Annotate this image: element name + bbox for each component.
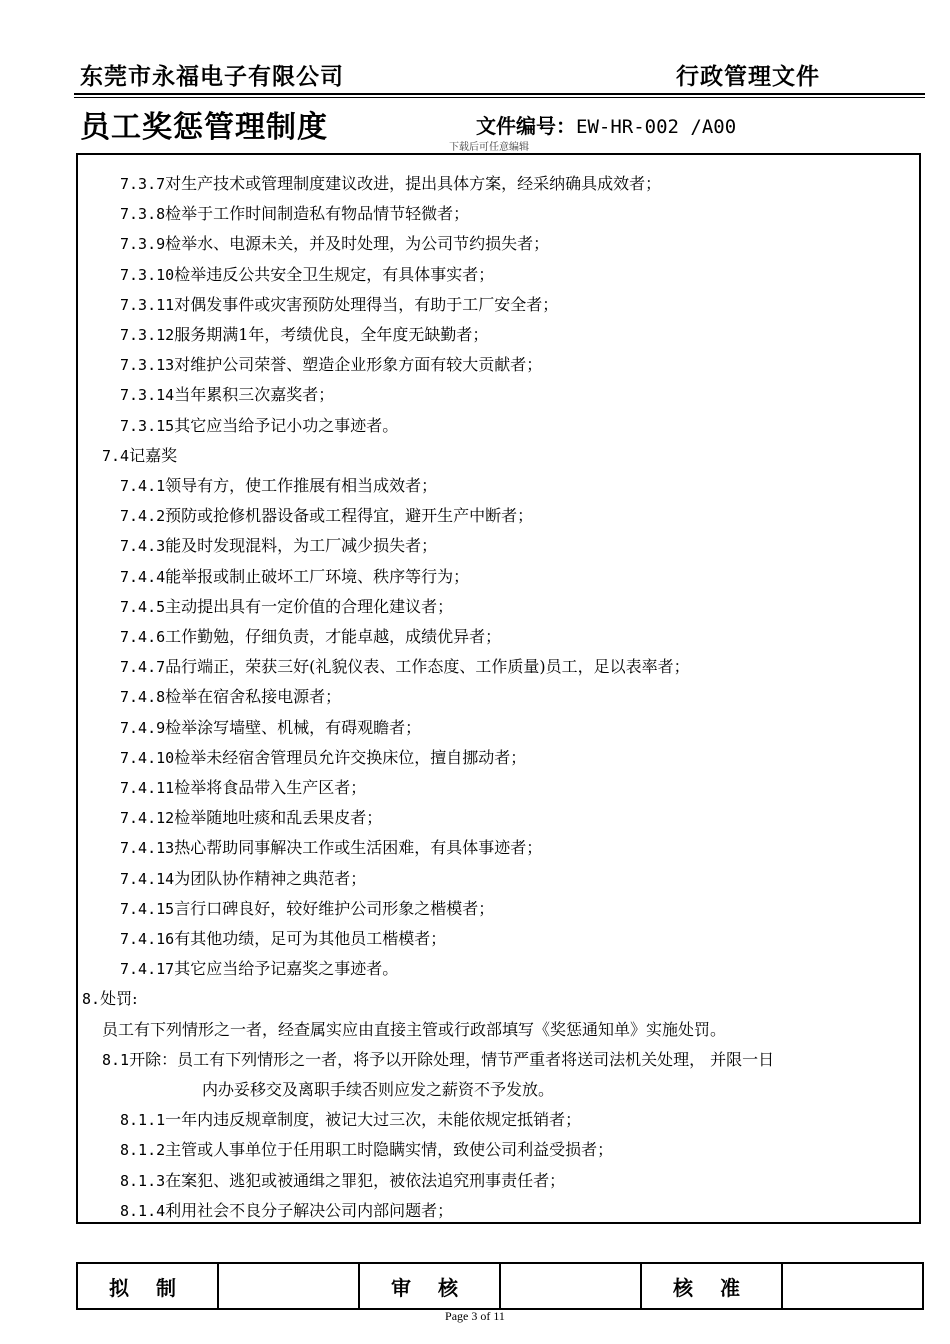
clause-number: 7.4.15 bbox=[120, 899, 175, 918]
clause-7-4 bbox=[102, 446, 177, 466]
clause-number: 8.1.2 bbox=[120, 1141, 166, 1160]
header-rule-thin bbox=[74, 97, 925, 98]
clause-number: 7.4.4 bbox=[120, 567, 166, 586]
clause-text: 有其他功绩，足可为其他员工楷模者； bbox=[174, 929, 447, 948]
clause-7-3-10 bbox=[120, 265, 494, 285]
clause-7-3-9 bbox=[120, 234, 549, 254]
download-note: 下载后可任意编辑 bbox=[449, 142, 529, 153]
clause-text: 能举报或制止破坏工厂环境、秩序等行为； bbox=[165, 566, 470, 586]
clause-text: 其它应当给予记嘉奖之事迹者。 bbox=[174, 959, 399, 979]
clause-number: 7.4.10 bbox=[120, 748, 175, 767]
draft-signature-cell bbox=[218, 1263, 359, 1309]
clause-text: 检举随地吐痰和乱丢果皮者； bbox=[174, 808, 383, 828]
clause-number: 7.4.6 bbox=[120, 628, 166, 646]
clause-number: 7.4.8 bbox=[120, 688, 166, 707]
clause-7-3-12 bbox=[120, 325, 488, 345]
clause-text: 检举涂写墙壁、机械，有碍观瞻者； bbox=[165, 717, 422, 737]
approve-signature-cell bbox=[782, 1263, 923, 1309]
clause-number: 7.4.14 bbox=[120, 869, 175, 888]
review-signature-cell bbox=[500, 1263, 641, 1309]
clause-number: 7.4.11 bbox=[120, 779, 175, 797]
clause-text: 当年累积三次嘉奖者； bbox=[174, 385, 335, 405]
clause-8-1 bbox=[102, 1050, 774, 1070]
clause-text: 检举于工作时间制造私有物品情节轻微者； bbox=[165, 204, 470, 224]
clause-text: 一年内违反规章制度，被记大过三次，未能依规定抵销者； bbox=[165, 1110, 582, 1130]
clause-7-4-7 bbox=[120, 657, 690, 677]
clause-text: 利用社会不良分子解决公司内部问题者； bbox=[165, 1200, 454, 1220]
clause-7-4-16 bbox=[120, 929, 446, 949]
clause-text: 品行端正，荣获三好(礼貌仪表、工作态度、工作质量)员工，足以表率者； bbox=[165, 657, 690, 677]
clause-text: 其它应当给予记小功之事迹者。 bbox=[174, 415, 399, 435]
clause-number: 7.4.9 bbox=[120, 718, 166, 737]
clause-8-1-2 bbox=[120, 1140, 613, 1160]
review-label: 审 核 bbox=[359, 1263, 500, 1309]
clause-text: 为团队协作精神之典范者； bbox=[174, 868, 367, 888]
clause-text: 记嘉奖 bbox=[129, 445, 178, 465]
clause-8-1-3 bbox=[120, 1171, 565, 1191]
clause-text: 服务期满1年，考绩优良，全年度无缺勤者； bbox=[174, 325, 489, 344]
clause-text: 言行口碑良好，较好维护公司形象之楷模者； bbox=[174, 898, 495, 918]
clause-number: 7.3.10 bbox=[120, 265, 175, 284]
clause-number: 8.1.3 bbox=[120, 1171, 166, 1190]
draft-label: 拟 制 bbox=[77, 1263, 218, 1309]
clause-7-4-12 bbox=[120, 808, 382, 828]
clause-7-4-17 bbox=[120, 959, 398, 979]
clause-7-4-9 bbox=[120, 718, 421, 738]
document-category: 行政管理文件 bbox=[676, 64, 820, 90]
clause-7-4-4 bbox=[120, 567, 469, 587]
page-number: Page 3 of 11 bbox=[445, 1309, 505, 1323]
clause-number: 7.4.5 bbox=[120, 597, 166, 616]
clause-7-3-11 bbox=[120, 295, 558, 315]
clause-number: 7.4.7 bbox=[120, 658, 166, 677]
clause-7-4-3 bbox=[120, 536, 437, 556]
clause-text: 在案犯、逃犯或被通缉之罪犯，被依法追究刑事责任者； bbox=[165, 1170, 566, 1190]
clause-text: 内办妥移交及离职手续否则应发之薪资不予发放。 bbox=[202, 1080, 555, 1099]
clause-number: 7.4.1 bbox=[120, 477, 166, 495]
document-number-label: 文件编号： bbox=[476, 114, 576, 138]
document-number-value: EW-HR-002 /A00 bbox=[576, 116, 737, 138]
paragraph-line bbox=[102, 1020, 726, 1040]
header-rule-thick bbox=[74, 93, 925, 95]
clause-7-3-13 bbox=[120, 355, 542, 375]
clause-number: 7.3.12 bbox=[120, 326, 175, 344]
clause-text: 热心帮助同事解决工作或生活困难，有具体事迹者； bbox=[174, 838, 543, 858]
clause-7-4-14 bbox=[120, 869, 366, 889]
clause-7-4-2 bbox=[120, 506, 533, 526]
paragraph-line bbox=[202, 1080, 554, 1100]
clause-number: 7.3.14 bbox=[120, 386, 175, 405]
clause-number: 7.3.15 bbox=[120, 416, 175, 435]
clause-text: 处罚: bbox=[100, 989, 138, 1009]
clause-text: 领导有方，使工作推展有相当成效者； bbox=[165, 476, 438, 495]
clause-text: 检举将食品带入生产区者； bbox=[174, 778, 367, 797]
clause-text: 对生产技术或管理制度建议改进，提出具体方案，经采纳确具成效者； bbox=[165, 174, 662, 193]
clause-number: 7.4.17 bbox=[120, 960, 175, 979]
clause-number: 7.4.12 bbox=[120, 809, 175, 828]
clause-7-4-5 bbox=[120, 597, 453, 617]
clause-7-4-13 bbox=[120, 838, 542, 858]
clause-7-3-15 bbox=[120, 416, 398, 436]
clause-text: 对偶发事件或灾害预防处理得当，有助于工厂安全者； bbox=[174, 294, 559, 314]
clause-text: 主动提出具有一定价值的合理化建议者； bbox=[165, 596, 454, 616]
clause-text: 检举水、电源未关，并及时处理，为公司节约损失者； bbox=[165, 234, 550, 254]
clause-number: 7.3.7 bbox=[120, 175, 166, 193]
clause-8-1-1 bbox=[120, 1110, 581, 1130]
clause-number: 7.4.16 bbox=[120, 930, 175, 948]
clause-7-3-14 bbox=[120, 385, 334, 405]
clause-number: 8. bbox=[82, 990, 101, 1009]
clause-number: 8.1.4 bbox=[120, 1201, 166, 1220]
clause-text: 预防或抢修机器设备或工程得宜，避开生产中断者； bbox=[165, 506, 534, 526]
clause-number: 7.4 bbox=[102, 446, 130, 465]
clause-7-4-15 bbox=[120, 899, 494, 919]
clause-text: 检举违反公共安全卫生规定，有具体事实者； bbox=[174, 264, 495, 284]
company-name: 东莞市永福电子有限公司 bbox=[80, 64, 344, 90]
clause-number: 7.4.13 bbox=[120, 839, 175, 858]
clause-7-4-8 bbox=[120, 687, 341, 707]
clause-number: 7.3.13 bbox=[120, 356, 175, 375]
clause-7-4-6 bbox=[120, 627, 501, 647]
clause-7-4-1 bbox=[120, 476, 437, 496]
clause-text: 开除：员工有下列情形之一者，将予以开除处理，情节严重者将送司法机关处理， 并限一日 bbox=[129, 1049, 775, 1069]
clause-number: 7.3.9 bbox=[120, 235, 166, 254]
clause-7-4-11 bbox=[120, 778, 366, 798]
clause-text: 检举在宿舍私接电源者； bbox=[165, 687, 342, 707]
document-title: 员工奖惩管理制度 bbox=[80, 110, 328, 145]
clause-text: 能及时发现混料，为工厂减少损失者； bbox=[165, 536, 438, 556]
clause-number: 7.4.3 bbox=[120, 537, 166, 556]
clause-8-1-4 bbox=[120, 1201, 453, 1221]
clause-8 bbox=[82, 989, 137, 1009]
clause-text: 员工有下列情形之一者，经查属实应由直接主管或行政部填写《奖惩通知单》实施处罚。 bbox=[102, 1019, 727, 1039]
approve-label: 核 准 bbox=[641, 1263, 782, 1309]
signature-table bbox=[76, 1262, 924, 1310]
clause-text: 检举未经宿舍管理员允许交换床位，擅自挪动者； bbox=[174, 747, 527, 767]
clause-7-3-7 bbox=[120, 174, 661, 194]
clause-text: 主管或人事单位于任用职工时隐瞒实情，致使公司利益受损者； bbox=[165, 1140, 614, 1160]
clause-number: 8.1.1 bbox=[120, 1111, 166, 1130]
clause-number: 7.3.8 bbox=[120, 205, 166, 224]
clause-text: 对维护公司荣誉、塑造企业形象方面有较大贡献者； bbox=[174, 355, 543, 375]
clause-text: 工作勤勉，仔细负责，才能卓越，成绩优异者； bbox=[165, 627, 502, 646]
clause-number: 7.3.11 bbox=[120, 295, 175, 314]
clause-7-3-8 bbox=[120, 204, 469, 224]
clause-7-4-10 bbox=[120, 748, 526, 768]
document-number bbox=[476, 110, 736, 139]
clause-number: 8.1 bbox=[102, 1050, 130, 1069]
clause-number: 7.4.2 bbox=[120, 507, 166, 526]
